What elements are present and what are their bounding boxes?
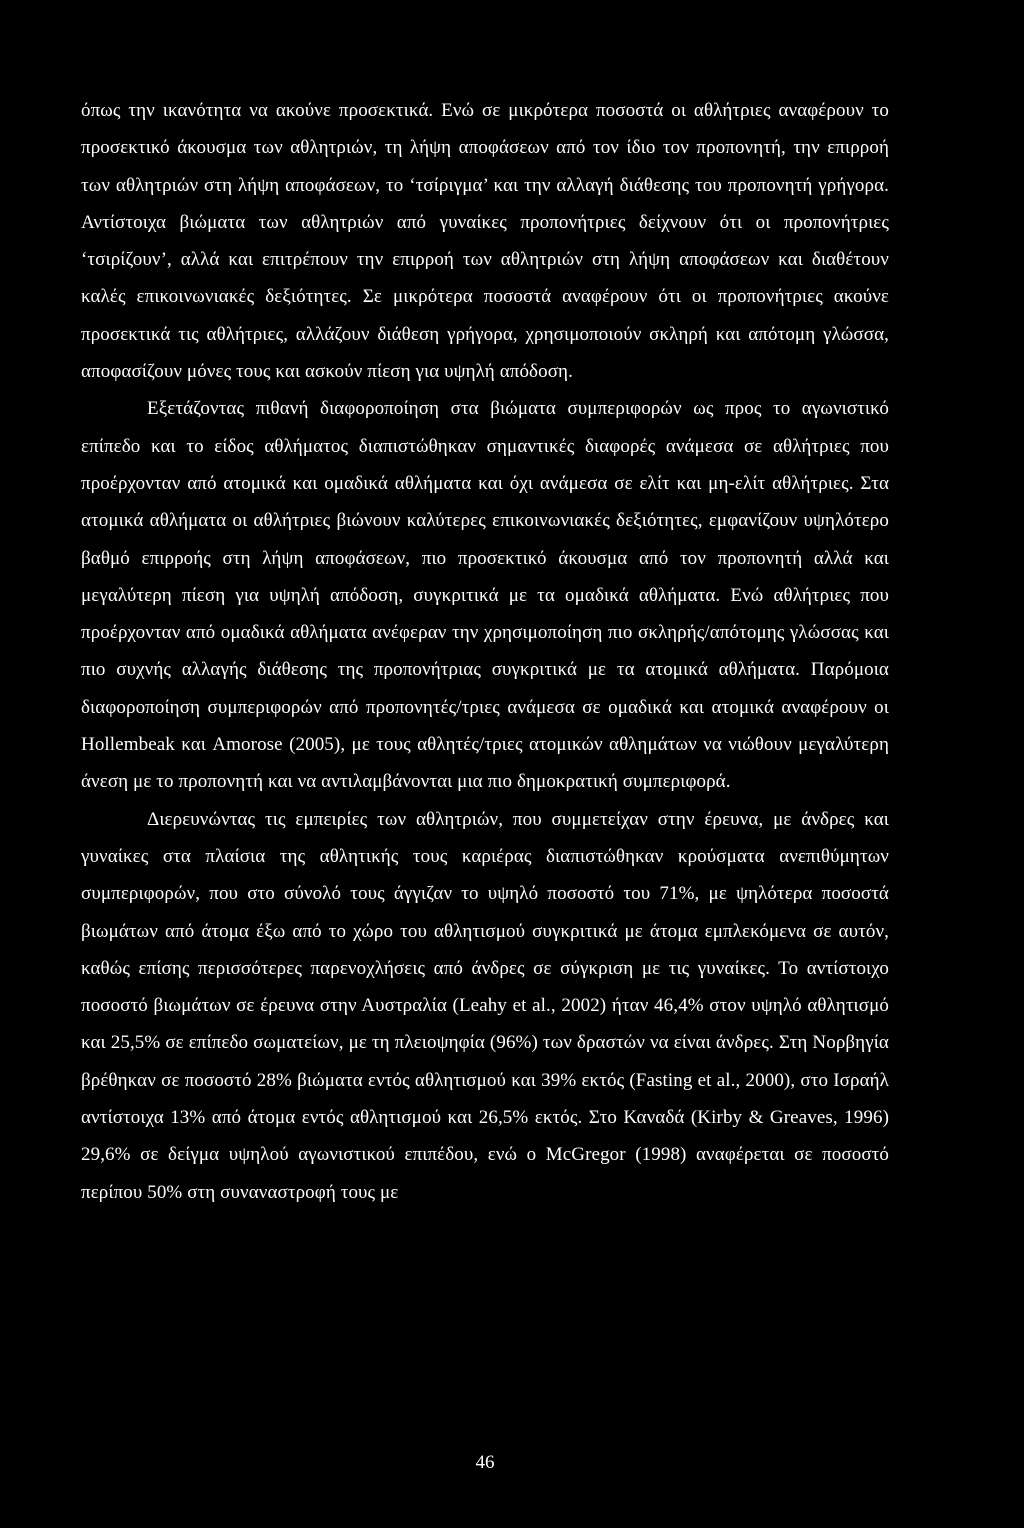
paragraph-2: Εξετάζοντας πιθανή διαφοροποίηση στα βιώματα συμπεριφορών ως προς το αγωνιστικό επίπεδο και το είδος αθλήματος διαπιστώθηκαν σημαντικές διαφορές ανάμεσα σε αθλήτριες που προέρχονταν από ατομικά και ομαδικά αθλήματα και όχι ανάμεσα σε ελίτ και μη-ελίτ αθλήτριες. Στα ατομικά αθλήματα οι αθλήτριες βιώνουν καλύτερες επικοινωνιακές δεξιότητες, εμφανίζουν υψηλότερο βαθμό επιρροής στη λήψη αποφάσεων, πιο προσεκτικό άκουσμα από τον προπονητή αλλά και μεγαλύτερη πίεση για υψηλή απόδοση, συγκριτικά με τα ομαδικά αθλήματα. Ενώ αθλήτριες που προέρχονταν από ομαδικά αθλήματα ανέφεραν την χρησιμοποίηση πιο σκληρής/απότομης γλώσσας και πιο συχνής αλλαγής διάθεσης της προπονήτριας συγκριτικά με τα ατομικά αθλήματα. Παρόμοια διαφοροποίηση συμπεριφορών από προπονητές/τριες ανάμεσα σε ομαδικά και ατομικά αναφέρουν οι Hollembeak και Amorose (2005), με τους αθλητές/τριες ατομικών αθλημάτων να νιώθουν μεγαλύτερη άνεση με το προπονητή και να αντιλαμβάνονται μια πιο δημοκρατική συμπεριφορά. [81,398,889,793]
page-number: 46 [475,1452,495,1473]
body-text [81,92,889,1211]
paragraph-3: Διερευνώντας τις εμπειρίες των αθλητριών, που συμμετείχαν στην έρευνα, με άνδρες και γυναίκες στα πλαίσια της αθλητικής τους καριέρας διαπιστώθηκαν κρούσματα ανεπιθύμητων συμπεριφορών, που στο σύνολό τους άγγιζαν το υψηλό ποσοστό του 71%, με ψηλότερα ποσοστά βιωμάτων από άτομα έξω από το χώρο του αθλητισμού συγκριτικά με άτομα εμπλεκόμενα σε αυτόν, καθώς επίσης περισσότερες παρενοχλήσεις από άνδρες σε σύγκριση με τις γυναίκες. Το αντίστοιχο ποσοστό βιωμάτων σε έρευνα στην Αυστραλία (Leahy et al., 2002) ήταν 46,4% στον υψηλό αθλητισμό και 25,5% σε επίπεδο σωματείων, με τη πλειοψηφία (96%) των δραστών να είναι άνδρες. Στη Νορβηγία βρέθηκαν σε ποσοστό 28% βιώματα εντός αθλητισμού και 39% εκτός (Fasting et al., 2000), στο Ισραήλ αντίστοιχα 13% από άτομα εντός αθλητισμού και 26,5% εκτός. Στο Καναδά (Kirby & Greaves, 1996) 29,6% σε δείγμα υψηλού αγωνιστικού επιπέδου, ενώ ο McGregor (1998) αναφέρεται σε ποσοστό περίπου 50% στη συναναστροφή τους με [81,808,889,1203]
paragraph-1: όπως την ικανότητα να ακούνε προσεκτικά. Ενώ σε μικρότερα ποσοστά οι αθλήτριες αναφέρουν το προσεκτικό άκουσμα των αθλητριών, τη λήψη αποφάσεων από τον ίδιο τον προπονητή, την επιρροή των αθλητριών στη λήψη αποφάσεων, το ‘τσίριγμα’ και την αλλαγή διάθεσης του προπονητή γρήγορα. Αντίστοιχα βιώματα των αθλητριών από γυναίκες προπονήτριες δείχνουν ότι οι προπονήτριες ‘τσιρίζουν’, αλλά και επιτρέπουν την επιρροή των αθλητριών στη λήψη αποφάσεων και διαθέτουν καλές επικοινωνιακές δεξιότητες. Σε μικρότερα ποσοστά αναφέρουν ότι οι προπονήτριες ακούνε προσεκτικά τις αθλήτριες, αλλάζουν διάθεση γρήγορα, χρησιμοποιούν σκληρή και απότομη γλώσσα, αποφασίζουν μόνες τους και ασκούν πίεση για υψηλή απόδοση. [81,100,889,383]
